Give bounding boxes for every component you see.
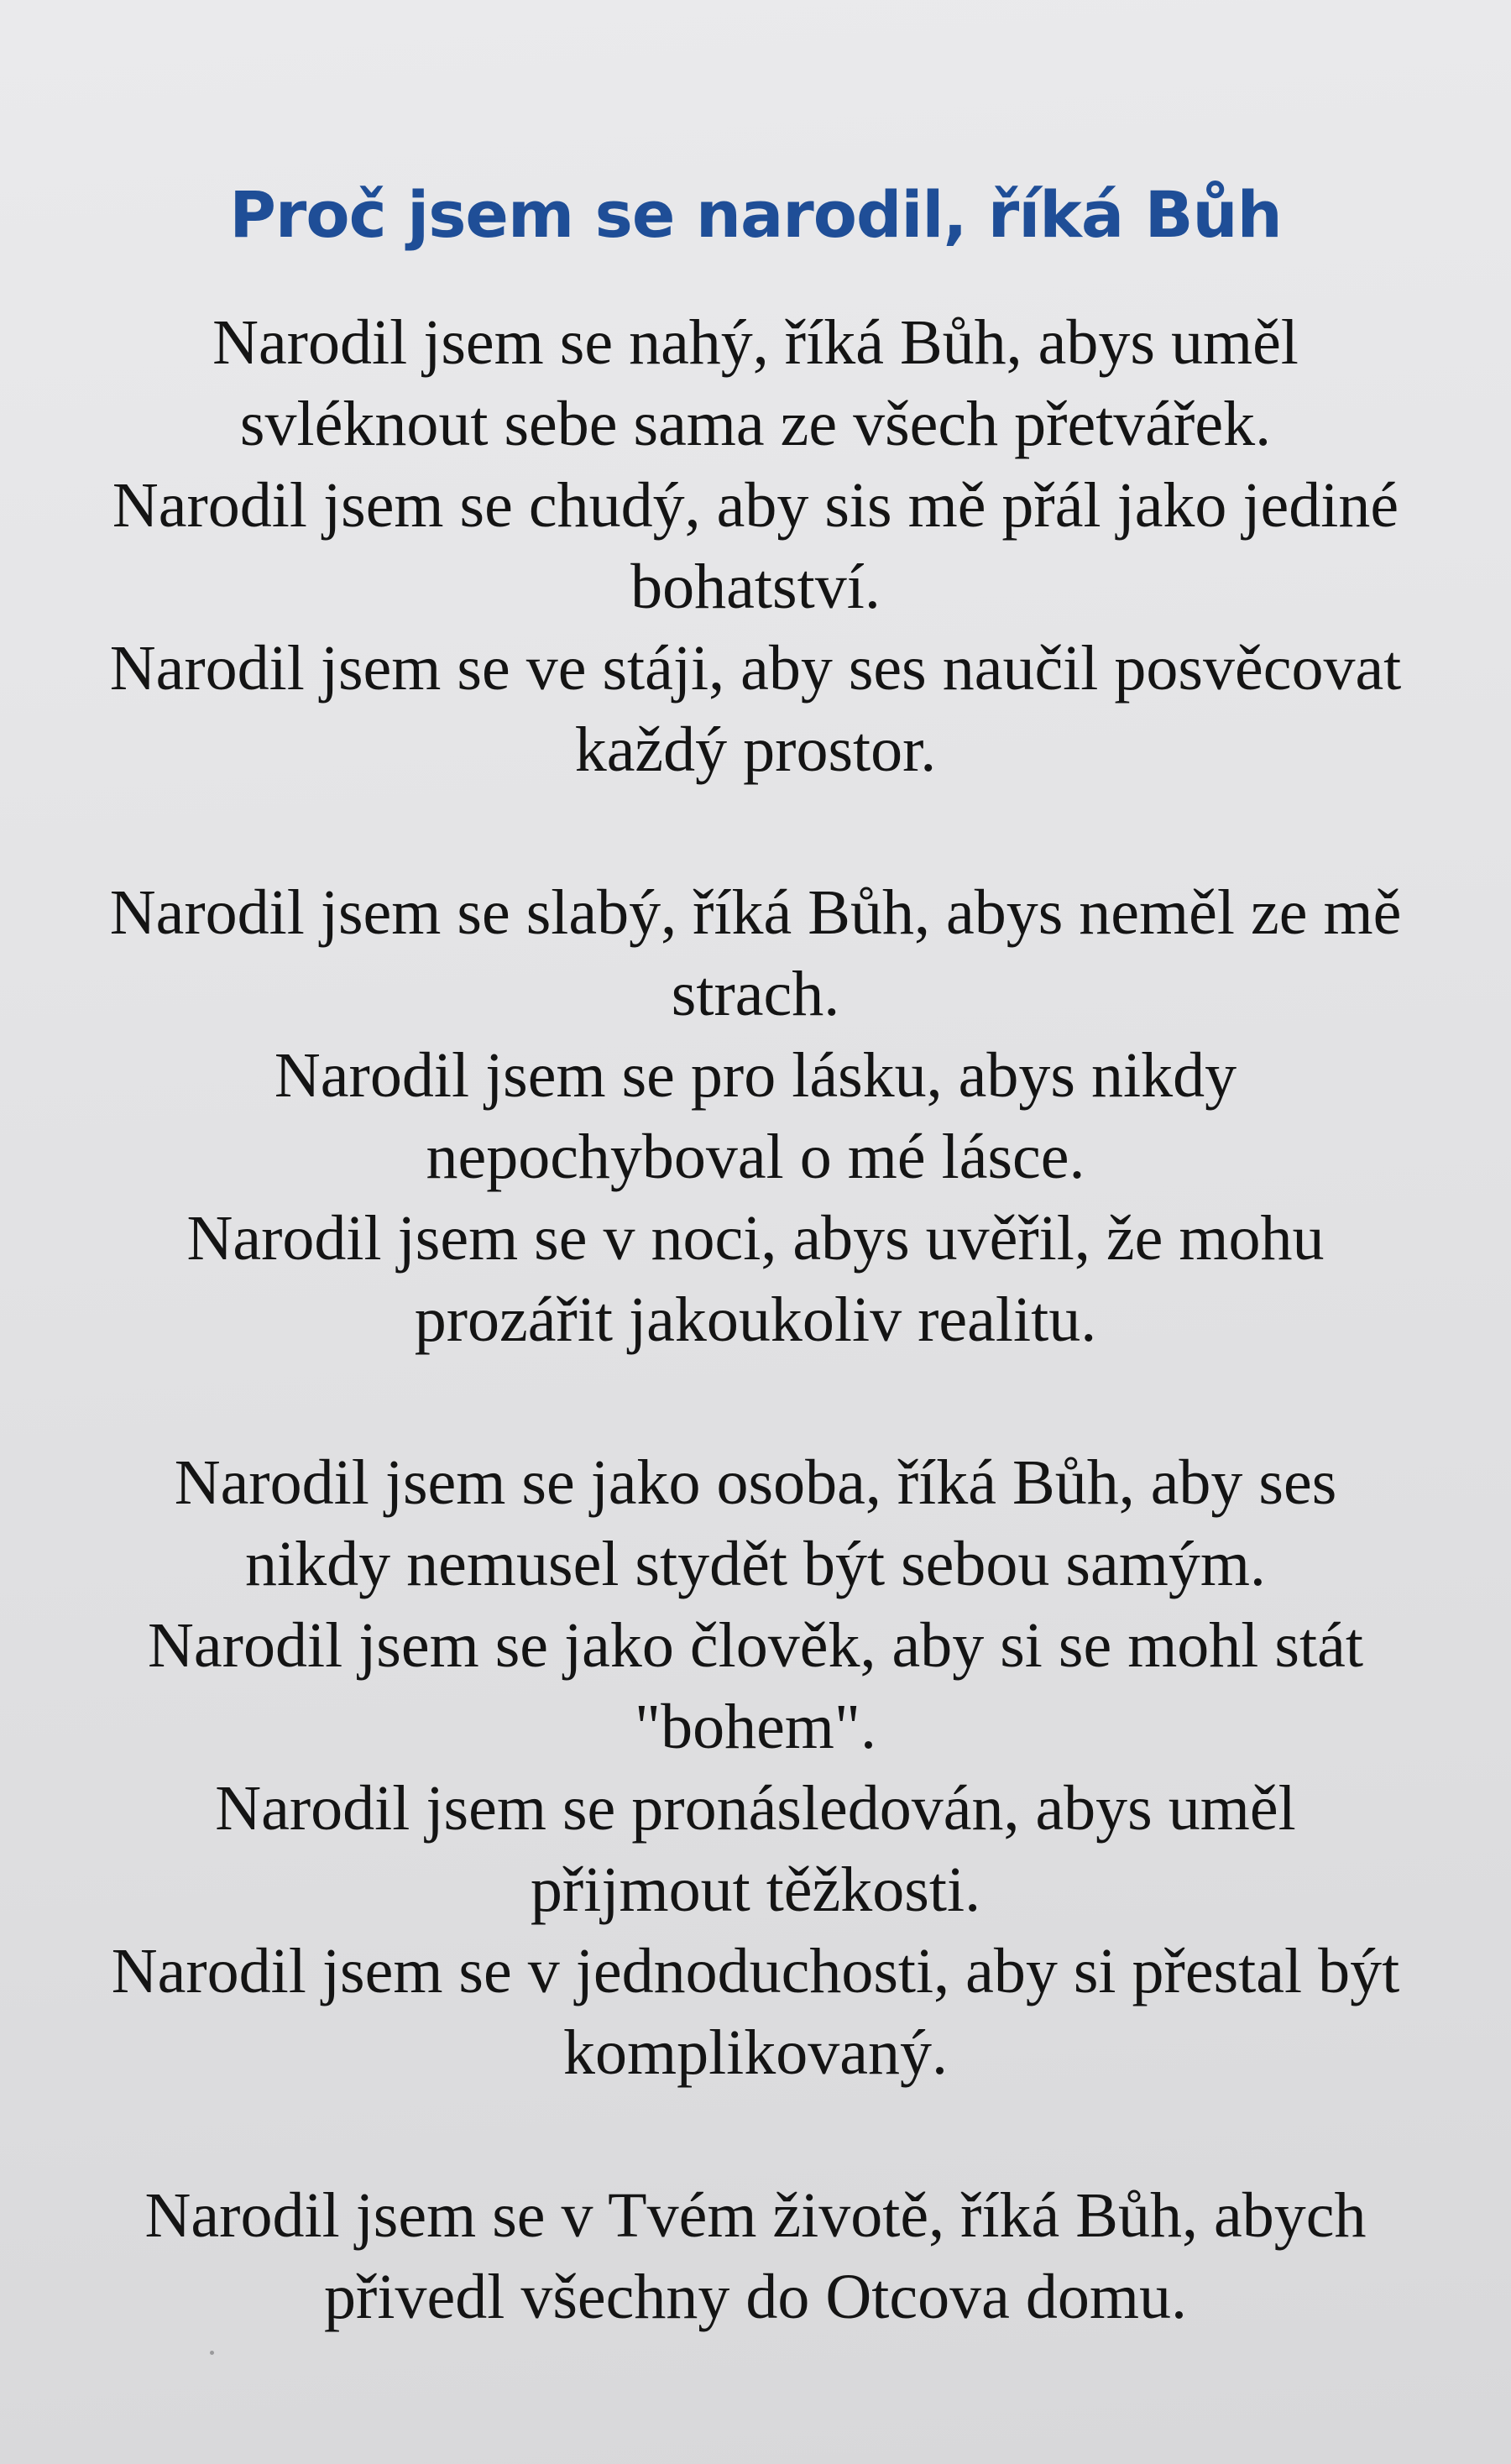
poem-line: prozářit jakoukoliv realitu. (414, 1284, 1097, 1355)
poem-line: přijmout těžkosti. (530, 1855, 981, 1925)
poem-line: svléknout sebe sama ze všech přetvářek. (239, 389, 1272, 459)
poem-line: Narodil jsem se jako člověk, aby si se mohl stát (148, 1610, 1363, 1681)
poem-line: strach. (671, 959, 840, 1029)
stanza-4 (25, 2175, 1486, 2338)
paper-speck (210, 2351, 214, 2355)
stanza-3 (25, 1442, 1486, 2094)
poem-line: Narodil jsem se slabý, říká Bůh, abys neměl ze mě (109, 877, 1402, 948)
poem-line: bohatství. (630, 552, 881, 622)
poem-line: Narodil jsem se ve stáji, aby ses naučil posvěcovat (109, 633, 1402, 704)
poem-line: nikdy nemusel stydět být sebou samým. (245, 1529, 1266, 1599)
poem-line: komplikovaný. (562, 2017, 949, 2088)
poem-line: Narodil jsem se pronásledován, abys uměl (215, 1773, 1296, 1844)
stanza-1 (25, 302, 1486, 791)
poem-line: Narodil jsem se v Tvém životě, říká Bůh, abych (144, 2180, 1367, 2251)
poem-line: Narodil jsem se pro lásku, abys nikdy (274, 1040, 1237, 1111)
poem-line: Narodil jsem se nahý, říká Bůh, abys uměl (212, 307, 1299, 378)
page-title: Proč jsem se narodil, říká Bůh (229, 176, 1282, 252)
poem-body (25, 302, 1486, 2338)
poem-line: Narodil jsem se v noci, abys uvěřil, že mohu (186, 1203, 1325, 1274)
stanza-2 (25, 872, 1486, 1361)
poem-line: "bohem". (635, 1692, 876, 1762)
poem-line: každý prostor. (574, 714, 937, 785)
poem-line: Narodil jsem se v jednoduchosti, aby si přestal být (111, 1936, 1400, 2006)
poem-line: Narodil jsem se jako osoba, říká Bůh, aby ses (174, 1447, 1337, 1518)
poem-line: Narodil jsem se chudý, aby sis mě přál jako jediné (112, 470, 1399, 541)
poem-line: nepochyboval o mé lásce. (426, 1122, 1085, 1192)
poem-line: přivedl všechny do Otcova domu. (324, 2262, 1187, 2332)
